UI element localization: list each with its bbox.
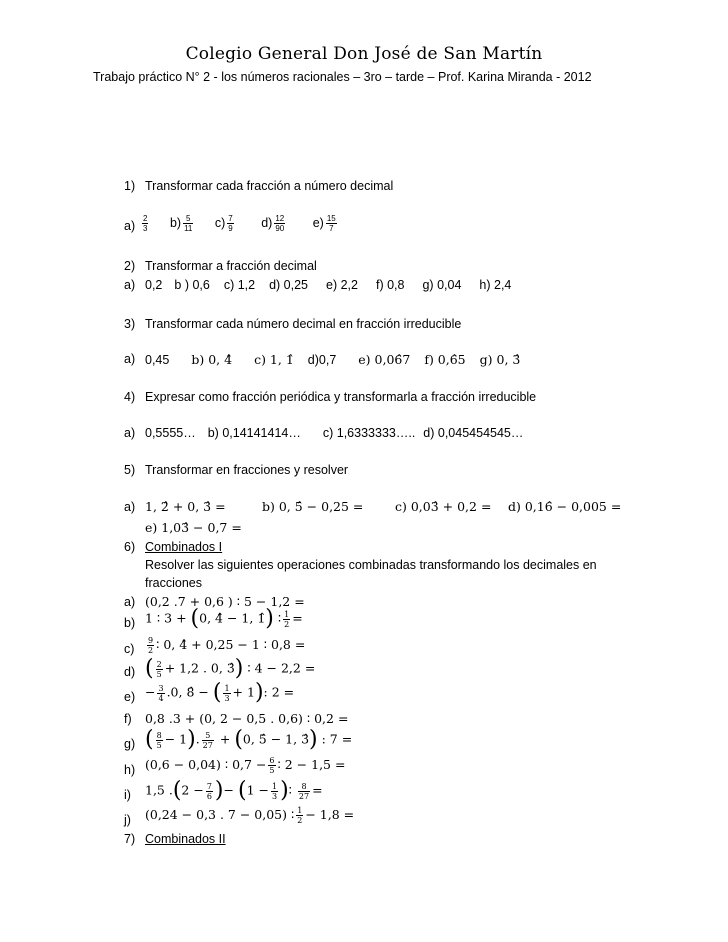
q6-instruction-line1: Resolver las siguientes operaciones combinadas transformando los decimales en	[145, 558, 597, 572]
q5-number: 5)	[124, 463, 136, 477]
fraction: $\frac{2}{5}$	[156, 659, 162, 679]
fraction: $\frac{1}{3}$	[271, 781, 278, 801]
q6-letter-b: b)	[124, 616, 136, 630]
q6-expr-b: 1 ∶ 3 + (0, 4̂ − 1, 1̂) ∶ $\frac{1}{2}$ =	[145, 606, 303, 631]
q6-title: Combinados I	[145, 540, 223, 554]
q5-item-b: b) 0, 5̂ − 0,25 =	[262, 499, 364, 514]
fraction: $\frac{1}{2}$	[297, 806, 303, 825]
q6-expr-c: $\frac{9}{2}$ ∶ 0, 4̂ + 0,25 − 1 ∶ 0,8 =	[148, 636, 306, 655]
q4-letter-a: a)	[124, 426, 136, 440]
fraction: $\frac{12}{90}$	[275, 214, 285, 233]
q5-item-d: d) 0,16̂ − 0,005 =	[508, 499, 622, 514]
q6-expr-e: − $\frac{3}{4}$ .0, 8̂ − ( $\frac{1}{3}$ + 1): 2 =	[145, 680, 295, 705]
q3-letter-a: a)	[124, 352, 136, 366]
q5-statement: Transformar en fracciones y resolver	[145, 463, 349, 477]
q3-number: 3)	[124, 317, 136, 331]
q1-items: $\frac{2}{3}$ b) $\frac{5}{11}$ c) $\frac{7}{9}$ d) $\frac{12}{90}$ e) $\frac{15}{7}$	[143, 214, 336, 233]
fraction: $\frac{8}{27}$	[298, 781, 310, 801]
fraction: $\frac{1}{3}$	[224, 683, 230, 703]
q6-expr-d: ( $\frac{2}{5}$ + 1,2 . 0, 3̂) ∶ 4 − 2,2 =	[145, 656, 316, 681]
q6-letter-j: j)	[124, 813, 131, 827]
q6-number: 6)	[124, 540, 136, 554]
q6-expr-a: (0,2 .7 + 0,6 ) ∶ 5 − 1,2 =	[145, 594, 305, 609]
q1-number: 1)	[124, 179, 136, 193]
q6-letter-e: e)	[124, 690, 136, 704]
fraction: $\frac{9}{2}$	[148, 636, 154, 655]
q2-items: 0,2 b ) 0,6 c) 1,2 d) 0,25 e) 2,2 f) 0,8 g) 0,04 h) 2,4	[145, 278, 512, 292]
q6-expr-i: 1,5 .(2 − $\frac{7}{6}$ )− (1 − $\frac{1}{3}$ )∶ $\frac{8}{27}$ =	[145, 778, 323, 803]
fraction: $\frac{8}{5}$	[156, 730, 162, 750]
school-title: Colegio General Don José de San Martín	[185, 44, 543, 64]
q4-number: 4)	[124, 390, 136, 404]
worksheet-subtitle: Trabajo práctico N° 2 - los números racionales – 3ro – tarde – Prof. Karina Miranda - 2012	[93, 70, 592, 84]
fraction: $\frac{1}{2}$	[284, 609, 290, 629]
q6-letter-g: g)	[124, 737, 136, 751]
q5-item-a: 1, 2̂ + 0, 3̂ =	[145, 499, 226, 514]
fraction: $\frac{3}{4}$	[158, 683, 164, 703]
fraction: $\frac{7}{9}$	[228, 214, 233, 233]
q3-statement: Transformar cada número decimal en fracción irreducible	[145, 317, 462, 331]
q6-expr-j: (0,24 − 0,3 . 7 − 0,05) ∶ $\frac{1}{2}$ − 1,8 =	[145, 806, 355, 825]
q2-number: 2)	[124, 259, 136, 273]
q5-letter-a: a)	[124, 500, 136, 514]
q6-expr-h: (0,6 − 0,04) ∶ 0,7 − $\frac{6}{5}$ ∶ 2 − 1,5 =	[145, 756, 346, 775]
q2-letter-a: a)	[124, 278, 136, 292]
q4-statement: Expresar como fracción periódica y transformarla a fracción irreducible	[145, 390, 537, 404]
q1-statement: Transformar cada fracción a número decimal	[145, 179, 394, 193]
fraction: $\frac{15}{7}$	[326, 214, 336, 233]
q2-statement: Transformar a fracción decimal	[145, 259, 317, 273]
q6-instruction-line2: fracciones	[145, 576, 202, 590]
fraction: $\frac{5}{11}$	[184, 214, 193, 233]
q6-letter-d: d)	[124, 665, 136, 679]
q7-title: Combinados II	[145, 832, 226, 846]
q5-item-c: c) 0,03̂ + 0,2 =	[395, 499, 492, 514]
q7-number: 7)	[124, 832, 136, 846]
q3-items: 0,45 b) 0, 4̂ c) 1, 1̂ d)0,7 e) 0,06̂7 f) 0,6̂5 g) 0, 3̂	[145, 352, 521, 367]
q6-letter-i: i)	[124, 788, 131, 802]
q4-items: 0,5555… b) 0,14141414… c) 1,6333333….. d) 0,045454545…	[145, 426, 524, 440]
fraction: $\frac{2}{3}$	[143, 214, 148, 233]
fraction: $\frac{6}{5}$	[269, 756, 275, 775]
q6-letter-a: a)	[124, 595, 136, 609]
q6-letter-c: c)	[124, 642, 135, 656]
fraction: $\frac{7}{6}$	[206, 781, 212, 801]
q6-letter-h: h)	[124, 763, 136, 777]
q6-expr-f: 0,8 .3 + (0, 2 − 0,5 . 0,6) ∶ 0,2 =	[145, 711, 349, 726]
q5-item-e: e) 1,03̂ − 0,7 =	[145, 520, 242, 535]
fraction: $\frac{5}{27}$	[202, 730, 213, 750]
q6-letter-f: f)	[124, 712, 132, 726]
q1-letter-a: a)	[124, 219, 136, 233]
q6-expr-g: ( $\frac{8}{5}$ − 1). $\frac{5}{27}$ + (0, 5̂ − 1, 3̂) : 7 =	[145, 727, 353, 752]
